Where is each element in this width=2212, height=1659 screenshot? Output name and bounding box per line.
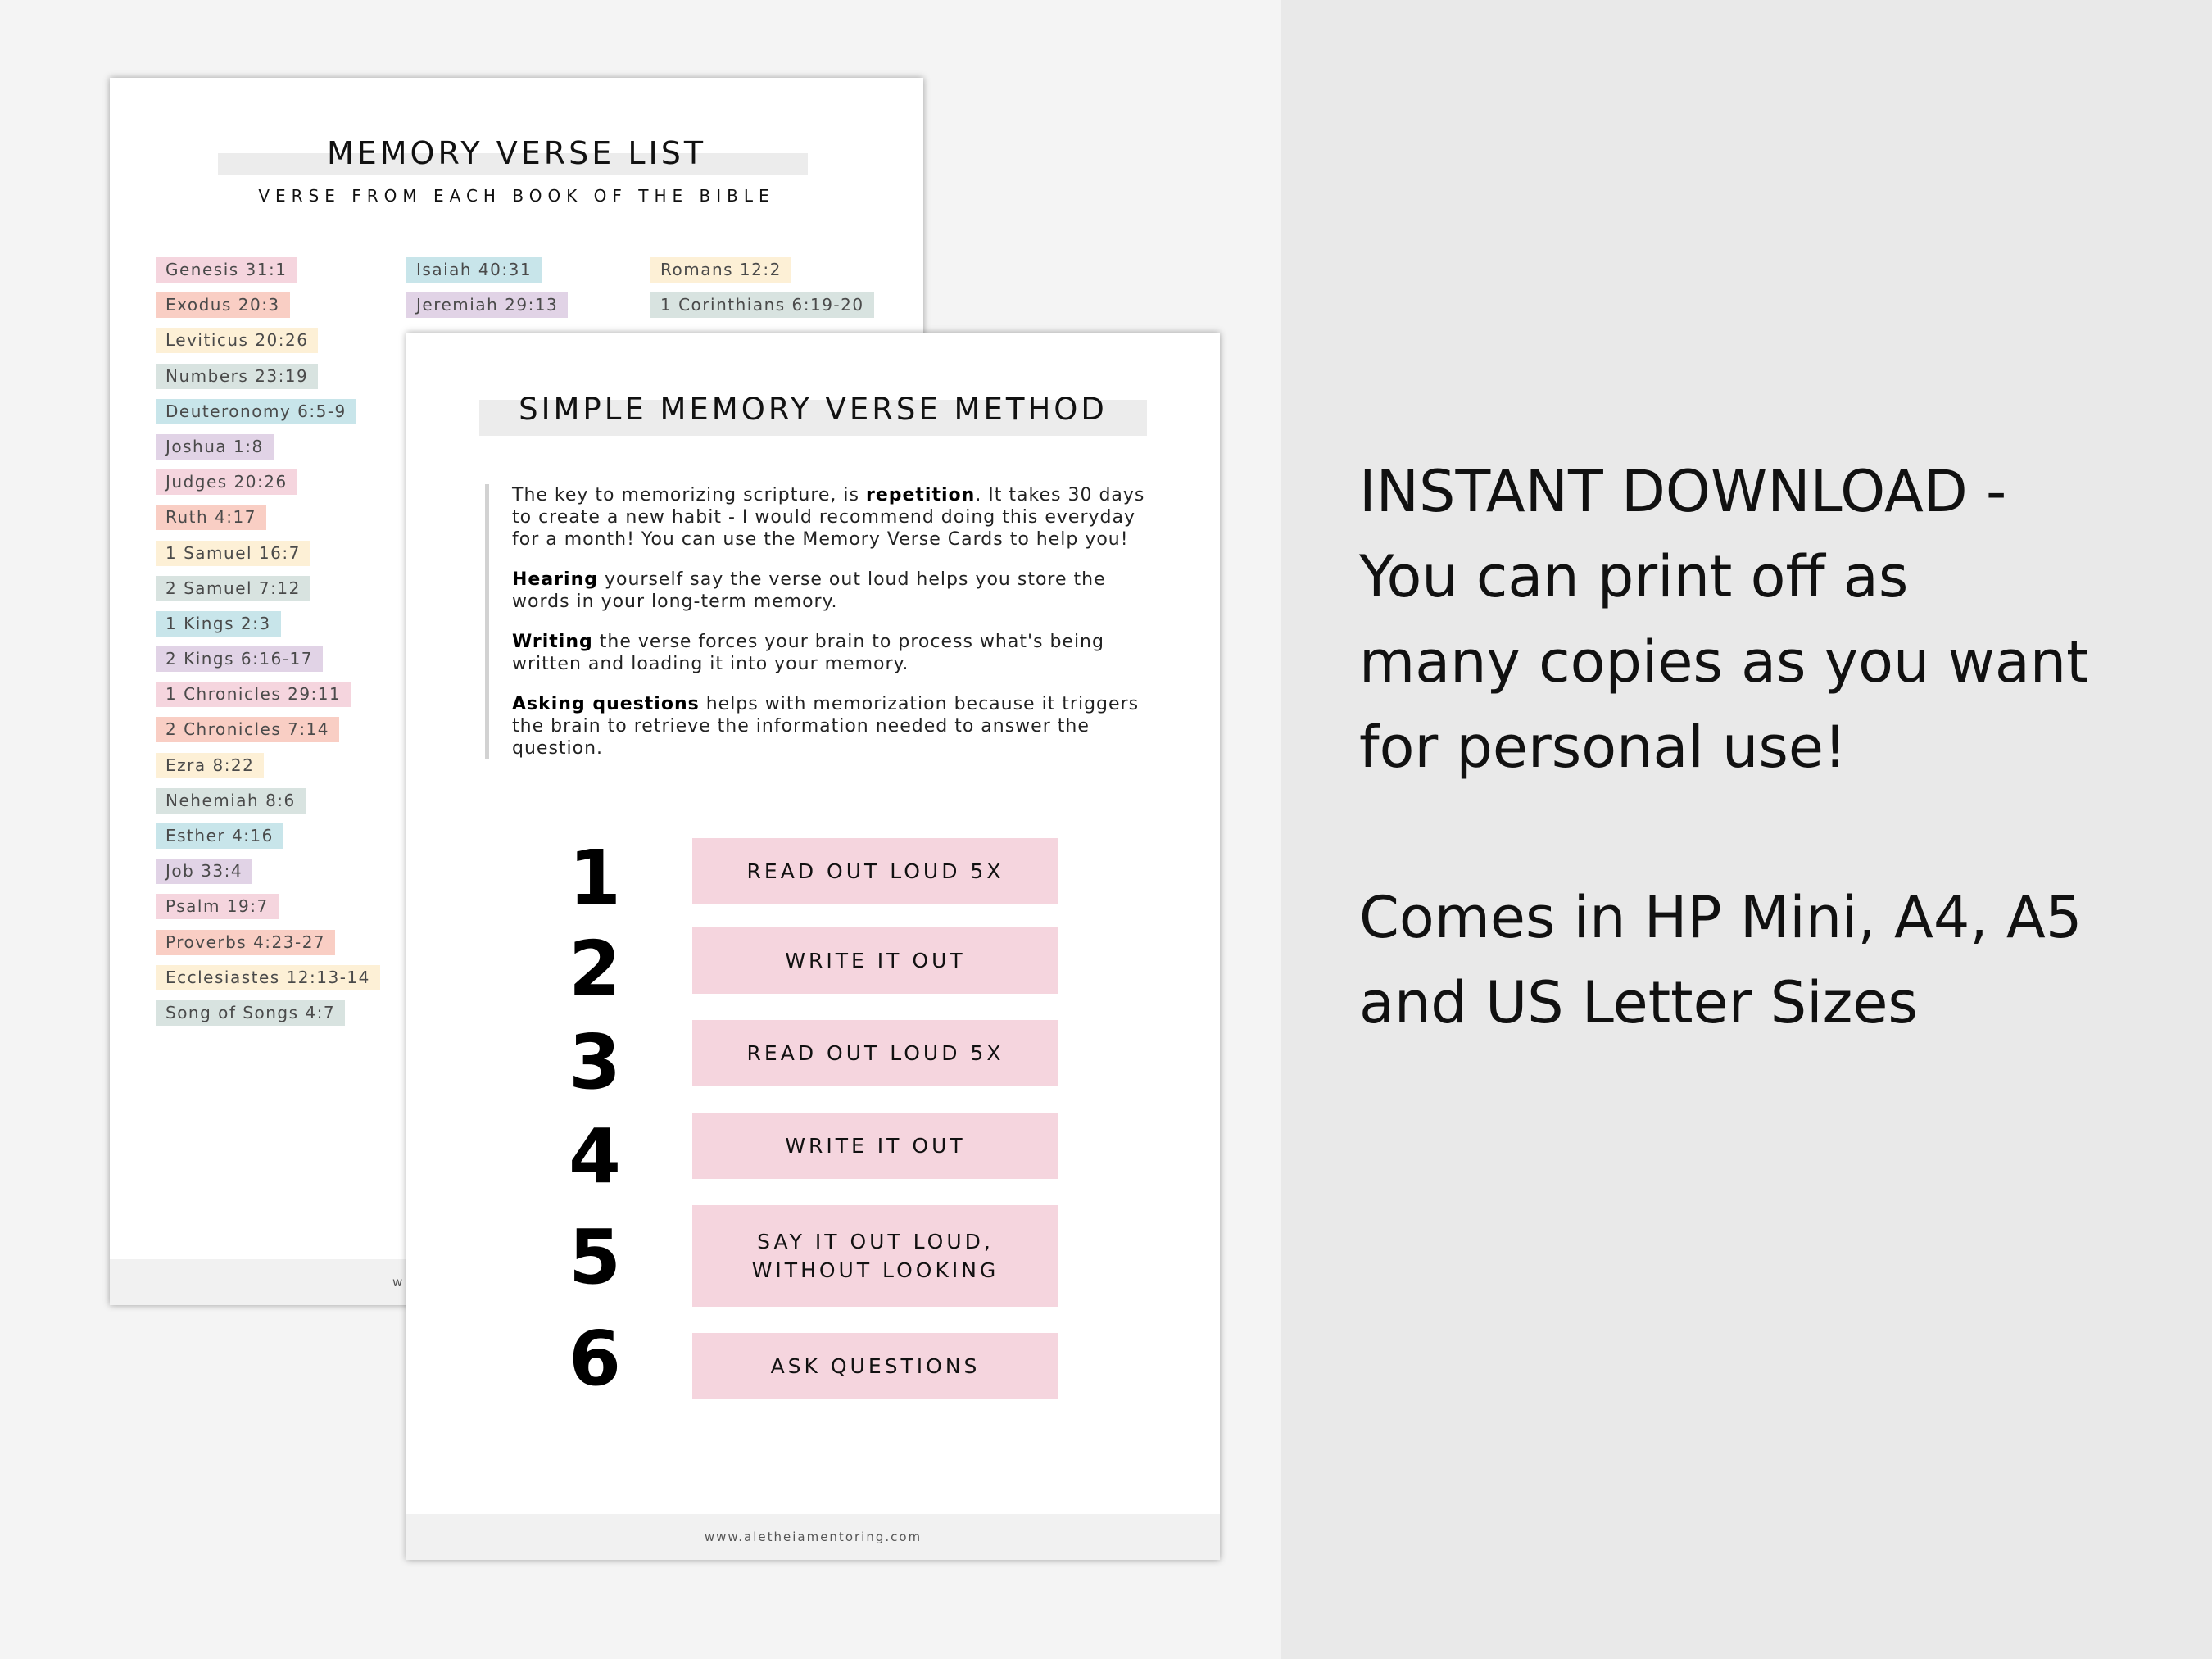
- verse-tag: Romans 12:2: [650, 257, 791, 283]
- verse-tag: Psalm 19:7: [156, 894, 279, 919]
- promo-text: [1359, 449, 2178, 1045]
- step-label: SAY IT OUT LOUD, WITHOUT LOOKING: [692, 1205, 1058, 1307]
- step-number: 2: [568, 925, 621, 1013]
- intro-paragraph-3: Writing the verse forces your brain to process what's being written and loading it into your memory.: [512, 632, 1104, 674]
- verse-list-title: MEMORY VERSE LIST: [326, 135, 707, 171]
- promo-line: many copies as you want: [1359, 628, 2089, 696]
- verse-tag: Ezra 8:22: [156, 753, 264, 778]
- verse-tag: 2 Kings 6:16-17: [156, 646, 323, 672]
- verse-tag: Deuteronomy 6:5-9: [156, 399, 356, 424]
- verse-tag: Genesis 31:1: [156, 257, 297, 283]
- verse-tag: Proverbs 4:23-27: [156, 930, 335, 955]
- step-label: READ OUT LOUD 5X: [692, 1020, 1058, 1086]
- step-label: WRITE IT OUT: [692, 1113, 1058, 1179]
- verse-tag: 2 Samuel 7:12: [156, 576, 310, 601]
- verse-column-2: [406, 257, 568, 328]
- verse-column-3: [650, 257, 874, 328]
- verse-tag: Nehemiah 8:6: [156, 788, 306, 814]
- step-number: 5: [568, 1213, 621, 1301]
- step-number: 1: [568, 834, 621, 922]
- verse-column-1: [156, 257, 380, 1036]
- verse-tag: Judges 20:26: [156, 469, 297, 495]
- verse-tag: Numbers 23:19: [156, 364, 318, 389]
- step-label: READ OUT LOUD 5X: [692, 838, 1058, 904]
- verse-tag: Ruth 4:17: [156, 505, 266, 530]
- intro-paragraph-4: Asking questions helps with memorization because it triggers the brain to retrieve the information needed to answer the question.: [512, 694, 1140, 759]
- intro-text-block: [485, 484, 1159, 759]
- website-footer: www.aletheiamentoring.com: [406, 1514, 1220, 1560]
- verse-tag: Exodus 20:3: [156, 292, 290, 318]
- verse-tag: 1 Samuel 16:7: [156, 541, 310, 566]
- promo-line: INSTANT DOWNLOAD -: [1359, 458, 2007, 525]
- step-number: 3: [568, 1018, 621, 1106]
- step-label: WRITE IT OUT: [692, 927, 1058, 994]
- intro-paragraph-1: The key to memorizing scripture, is repetition. It takes 30 days to create a new habit - I would recommend doing this everyday for a month! You can use the Memory Verse Cards to help you!: [512, 485, 1145, 550]
- verse-tag: 1 Kings 2:3: [156, 611, 281, 637]
- verse-tag: Jeremiah 29:13: [406, 292, 568, 318]
- promo-line: and US Letter Sizes: [1359, 969, 1918, 1036]
- verse-tag: Job 33:4: [156, 859, 252, 884]
- verse-tag: Ecclesiastes 12:13-14: [156, 965, 380, 990]
- verse-tag: 1 Corinthians 6:19-20: [650, 292, 874, 318]
- verse-tag: Isaiah 40:31: [406, 257, 542, 283]
- step-number: 4: [568, 1113, 621, 1200]
- verse-tag: 1 Chronicles 29:11: [156, 682, 351, 707]
- verse-tag: Joshua 1:8: [156, 434, 274, 460]
- verse-tag: Esther 4:16: [156, 823, 283, 849]
- memory-method-sheet: [406, 333, 1220, 1560]
- verse-tag: Song of Songs 4:7: [156, 1000, 345, 1026]
- step-number: 6: [568, 1315, 621, 1403]
- promo-line: Comes in HP Mini, A4, A5: [1359, 884, 2083, 951]
- verse-tag: 2 Chronicles 7:14: [156, 717, 339, 742]
- method-title: SIMPLE MEMORY VERSE METHOD: [519, 392, 1108, 427]
- promo-line: for personal use!: [1359, 714, 1847, 781]
- step-label: ASK QUESTIONS: [692, 1333, 1058, 1399]
- footer-text-fragment: w: [392, 1275, 405, 1290]
- promo-line: You can print off as: [1359, 543, 1909, 610]
- intro-paragraph-2: Hearing yourself say the verse out loud helps you store the words in your long-term memory.: [512, 569, 1106, 612]
- verse-tag: Leviticus 20:26: [156, 328, 318, 353]
- verse-list-subtitle: VERSE FROM EACH BOOK OF THE BIBLE: [258, 186, 775, 206]
